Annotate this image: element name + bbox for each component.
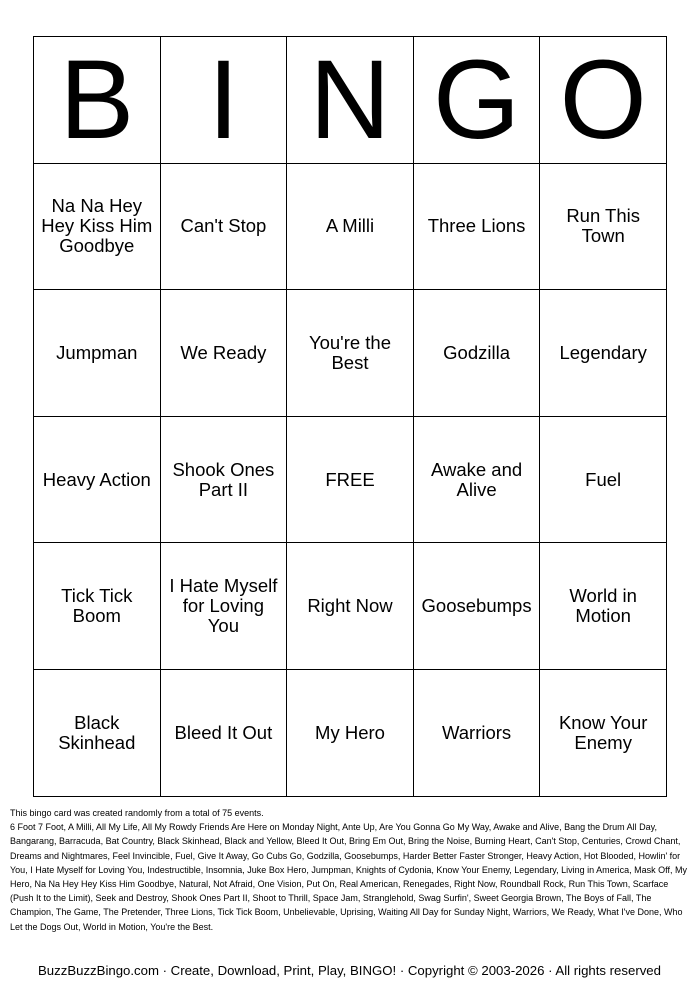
- header-letter-n: N: [287, 37, 414, 164]
- bingo-cell: We Ready: [160, 290, 287, 417]
- bingo-cell: My Hero: [287, 669, 414, 796]
- bingo-cell: Tick Tick Boom: [34, 543, 161, 670]
- bingo-cell: You're the Best: [287, 290, 414, 417]
- header-letter-g: G: [413, 37, 540, 164]
- bingo-cell: Run This Town: [540, 163, 667, 290]
- event-count-intro: This bingo card was created randomly from a total of 75 events.: [10, 808, 264, 818]
- bingo-cell: Jumpman: [34, 290, 161, 417]
- bingo-cell: Right Now: [287, 543, 414, 670]
- bingo-cell: Three Lions: [413, 163, 540, 290]
- bingo-row: [34, 416, 667, 543]
- bingo-cell: I Hate Myself for Loving You: [160, 543, 287, 670]
- bingo-cell: Legendary: [540, 290, 667, 417]
- bingo-cell: Fuel: [540, 416, 667, 543]
- header-letter-o: O: [540, 37, 667, 164]
- event-list-note: [10, 806, 690, 934]
- bingo-cell: Can't Stop: [160, 163, 287, 290]
- bingo-cell: Goosebumps: [413, 543, 540, 670]
- header-letter-b: B: [34, 37, 161, 164]
- bingo-cell: Na Na Hey Hey Kiss Him Goodbye: [34, 163, 161, 290]
- bingo-row: [34, 290, 667, 417]
- bingo-cell: Shook Ones Part II: [160, 416, 287, 543]
- bingo-row: [34, 669, 667, 796]
- bingo-cell: Awake and Alive: [413, 416, 540, 543]
- bingo-card: [33, 36, 667, 797]
- bingo-cell: Heavy Action: [34, 416, 161, 543]
- free-space-cell: FREE: [287, 416, 414, 543]
- bingo-row: [34, 163, 667, 290]
- bingo-cell: Godzilla: [413, 290, 540, 417]
- bingo-cell: Know Your Enemy: [540, 669, 667, 796]
- copyright-line: BuzzBuzzBingo.com · Create, Download, Print, Play, BINGO! · Copyright © 2003-2026 · All rights reserved: [38, 963, 661, 978]
- bingo-cell: World in Motion: [540, 543, 667, 670]
- bingo-cell: Black Skinhead: [34, 669, 161, 796]
- header-letter-i: I: [160, 37, 287, 164]
- header-row: [34, 37, 667, 164]
- bingo-cell: Bleed It Out: [160, 669, 287, 796]
- bingo-row: [34, 543, 667, 670]
- bingo-cell: A Milli: [287, 163, 414, 290]
- bingo-cell: Warriors: [413, 669, 540, 796]
- event-list: 6 Foot 7 Foot, A Milli, All My Life, All My Rowdy Friends Are Here on Monday Night, Ante Up, Are You Gonna Go My Way, Awake and Alive, Bang the Drum All Day, Bangarang, Barracuda, Bat Country, Black Skinhead, Black and Yellow, Bleed It Out, Bring Em Out, Bring the Noise, Burning Heart, Can't Stop, Centuries, Crowd Chant, Dreams and Nightmares, Feel Invincible, Fuel, Give It Away, Go Cubs Go, Godzilla, Goosebumps, Harder Better Faster Stronger, Heavy Action, Hot Blooded, Howlin' for You, I Hate Myself for Loving You, Indestructible, Insomnia, Juke Box Hero, Jumpman, Knights of Cydonia, Know Your Enemy, Legendary, Living in America, Mask Off, My Hero, Na Na Hey Hey Kiss Him Goodbye, Natural, Not Afraid, One Vision, Put On, Real American, Renegades, Right Now, Roundball Rock, Run This Town, Scarface (Push It to the Limit), Seek and Destroy, Shook Ones Part II, Shoot to Thrill, Space Jam, Stranglehold, Swag Surfin', Sweet Georgia Brown, The Boys of Fall, The Champion, The Game, The Pretender, Three Lions, Tick Tick Boom, Unbelievable, Uprising, Waiting All Day for Sunday Night, Warriors, We Ready, What I've Done, Who Let the Dogs Out, World in Motion, You're the Best.: [10, 822, 688, 932]
